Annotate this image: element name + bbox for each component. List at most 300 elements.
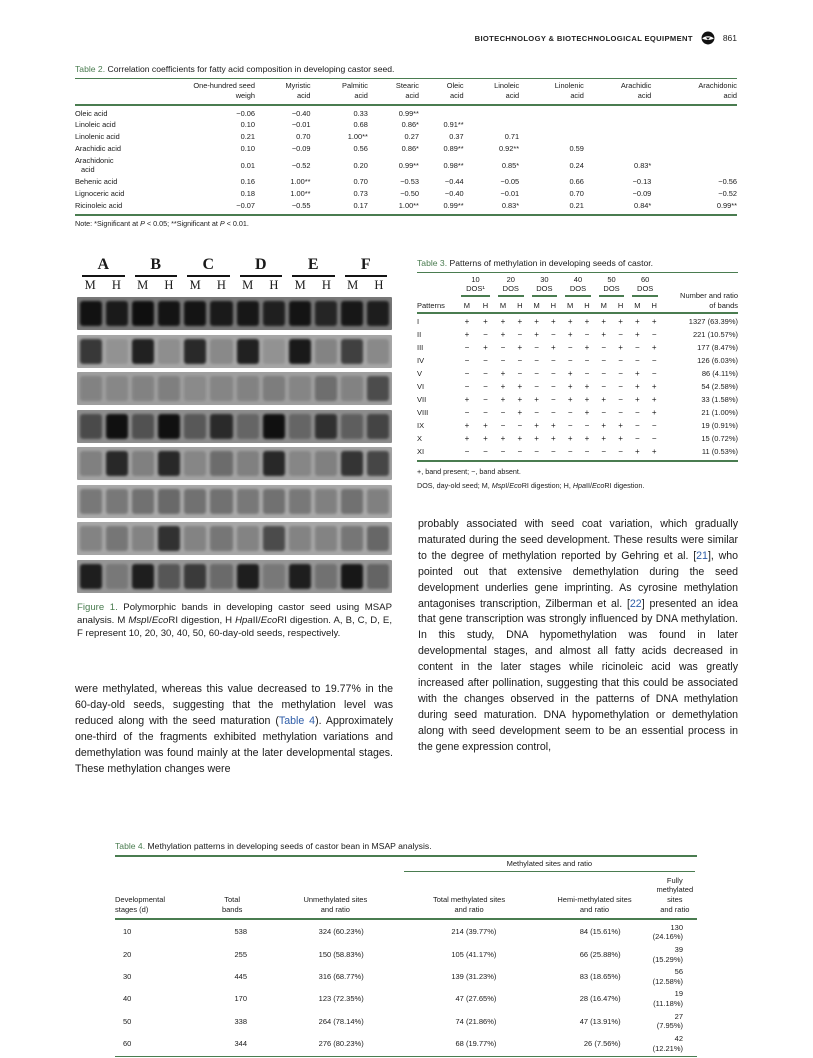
value-cell bbox=[651, 105, 737, 120]
band-sign-cell: + bbox=[534, 329, 539, 339]
band-count-cell: 54 (2.58%) bbox=[701, 382, 738, 392]
ref-link[interactable]: Table 4 bbox=[278, 714, 316, 727]
band-sign-cell: + bbox=[464, 420, 470, 430]
gel-strip bbox=[77, 335, 392, 368]
band-sign-cell: − bbox=[464, 368, 470, 378]
value-cell: 0.91** bbox=[443, 120, 464, 130]
column-header: Stearic acid bbox=[368, 79, 419, 105]
value-cell: −0.09 bbox=[632, 189, 652, 199]
value-cell: 139 (31.23%) bbox=[451, 972, 497, 981]
table3-label: Table 3. bbox=[417, 258, 448, 268]
band-sign-cell: − bbox=[483, 368, 488, 378]
band-sign-cell: + bbox=[634, 446, 640, 456]
gel-band bbox=[341, 376, 363, 401]
gel-lane-label: H bbox=[321, 278, 331, 293]
value-cell: 1.00** bbox=[290, 189, 311, 199]
gel-band bbox=[132, 339, 154, 364]
gel-lane bbox=[132, 412, 154, 441]
ref-link[interactable]: 21 bbox=[696, 549, 708, 562]
text-segment: Eco bbox=[592, 481, 605, 491]
value-cell bbox=[464, 105, 520, 120]
band-sign-cell: + bbox=[567, 368, 573, 378]
band-sign-cell: + bbox=[534, 433, 539, 443]
gel-band bbox=[184, 564, 206, 589]
band-sign-cell: − bbox=[634, 407, 640, 417]
gel-group-label: A bbox=[77, 257, 130, 277]
column-header: Oleic acid bbox=[419, 79, 464, 105]
value-cell: 123 (72.35%) bbox=[318, 994, 364, 1004]
table4-caption bbox=[115, 841, 697, 851]
gel-group-label: D bbox=[235, 257, 288, 277]
gel-lane bbox=[80, 562, 102, 591]
value-cell: −0.55 bbox=[291, 200, 311, 210]
band-sign-cell: − bbox=[567, 355, 573, 365]
table-row bbox=[115, 919, 697, 944]
value-cell: 83 (18.65%) bbox=[579, 972, 621, 981]
gel-band bbox=[184, 414, 206, 439]
digestion-column-header: H bbox=[613, 299, 629, 313]
spacer-empty bbox=[115, 856, 402, 873]
gel-lane bbox=[263, 487, 285, 516]
column-header: Palmitic acid bbox=[311, 79, 368, 105]
pattern-label: III bbox=[417, 343, 424, 353]
band-sign-cell: − bbox=[651, 433, 657, 443]
table3-footnote-2 bbox=[417, 480, 738, 491]
gel-lane bbox=[80, 412, 102, 441]
value-cell: 0.59 bbox=[569, 144, 584, 153]
gel-lane bbox=[367, 524, 389, 553]
gel-band bbox=[80, 526, 102, 551]
value-cell: −0.53 bbox=[400, 177, 419, 187]
column-header: Linolenic acid bbox=[519, 79, 584, 105]
gel-band bbox=[106, 451, 128, 476]
band-sign-cell: + bbox=[651, 394, 657, 404]
value-cell: 0.70 bbox=[296, 132, 311, 142]
band-sign-cell: + bbox=[483, 316, 488, 326]
gel-band bbox=[289, 376, 311, 401]
table-row bbox=[417, 394, 738, 407]
band-sign-cell: − bbox=[517, 355, 523, 365]
gel-band bbox=[210, 451, 232, 476]
gel-lane bbox=[315, 449, 337, 478]
gel-lane bbox=[341, 449, 363, 478]
band-sign-cell: + bbox=[464, 316, 470, 326]
gel-band bbox=[132, 414, 154, 439]
dos-group-header bbox=[561, 273, 595, 299]
table4-title: Methylation patterns in developing seeds of castor bean in MSAP analysis. bbox=[147, 841, 432, 851]
band-sign-cell: + bbox=[483, 342, 488, 352]
value-cell bbox=[419, 105, 464, 120]
row-label: Arachidic acid bbox=[75, 144, 122, 153]
gel-band bbox=[367, 489, 389, 514]
gel-band bbox=[341, 414, 363, 439]
band-count-cell: 221 (10.57%) bbox=[692, 330, 738, 340]
value-cell: 66 (25.88%) bbox=[579, 949, 621, 959]
gel-band bbox=[237, 564, 259, 589]
gel-band bbox=[289, 414, 311, 439]
gel-band bbox=[263, 451, 285, 476]
band-sign-cell: − bbox=[601, 342, 607, 352]
gel-band bbox=[263, 489, 285, 514]
value-cell bbox=[584, 105, 651, 120]
digestion-column-header: H bbox=[646, 299, 662, 313]
text-segment: < 0.01. bbox=[224, 219, 249, 228]
digestion-column-header: M bbox=[628, 299, 646, 313]
gel-lane-label: M bbox=[294, 278, 306, 293]
gel-band bbox=[80, 414, 102, 439]
gel-lane bbox=[132, 449, 154, 478]
gel-band bbox=[341, 489, 363, 514]
table-row bbox=[75, 176, 737, 188]
table2-note bbox=[75, 219, 737, 228]
table-row bbox=[115, 1033, 697, 1057]
gel-band bbox=[210, 526, 232, 551]
band-sign-cell: − bbox=[584, 446, 590, 456]
gel-lane bbox=[80, 299, 102, 328]
methylated-sites-span-header bbox=[402, 856, 697, 873]
page-number: 861 bbox=[722, 33, 737, 43]
gel-lane-label: H bbox=[374, 278, 384, 293]
value-cell: 276 (80.23%) bbox=[318, 1038, 364, 1048]
value-cell bbox=[651, 155, 737, 176]
gel-lane bbox=[106, 374, 128, 403]
text-segment: I/ bbox=[146, 615, 152, 627]
band-sign-cell: − bbox=[551, 394, 556, 404]
band-sign-cell: + bbox=[483, 433, 488, 443]
gel-lane-label: M bbox=[347, 278, 359, 293]
column-header: Hemi-methylated sites and ratio bbox=[536, 874, 652, 919]
gel-lane bbox=[341, 487, 363, 516]
column-header: Total methylated sites and ratio bbox=[402, 874, 537, 919]
value-cell: 0.66 bbox=[569, 177, 584, 187]
gel-lane bbox=[184, 449, 206, 478]
gel-band bbox=[158, 451, 180, 476]
table3-title: Patterns of methylation in developing seeds of castor. bbox=[449, 258, 654, 268]
publisher-globe-logo-icon bbox=[701, 31, 715, 45]
digestion-column-header: H bbox=[546, 299, 562, 313]
gel-band bbox=[106, 526, 128, 551]
band-sign-cell: − bbox=[618, 446, 623, 456]
band-sign-cell: + bbox=[584, 342, 590, 352]
band-sign-cell: + bbox=[634, 329, 640, 339]
gel-lane bbox=[341, 337, 363, 366]
band-sign-cell: + bbox=[500, 329, 506, 339]
gel-lane bbox=[210, 487, 232, 516]
table-row bbox=[115, 966, 697, 988]
gel-lane bbox=[237, 524, 259, 553]
table4-label: Table 4. bbox=[115, 841, 146, 851]
gel-lane bbox=[184, 412, 206, 441]
band-sign-cell: − bbox=[567, 420, 573, 430]
gel-lane bbox=[80, 337, 102, 366]
gel-band bbox=[132, 451, 154, 476]
gel-lane bbox=[315, 299, 337, 328]
gel-band bbox=[158, 526, 180, 551]
band-sign-cell: − bbox=[534, 407, 539, 417]
value-cell: −0.01 bbox=[291, 120, 311, 130]
count-column-header: Number and ratio of bands bbox=[662, 273, 738, 313]
gel-group-label: E bbox=[287, 257, 340, 277]
gel-lane bbox=[289, 337, 311, 366]
band-sign-cell: + bbox=[634, 368, 640, 378]
gel-lane bbox=[132, 374, 154, 403]
gel-band bbox=[132, 376, 154, 401]
gel-band bbox=[132, 564, 154, 589]
gel-band bbox=[315, 526, 337, 551]
digestion-column-header: M bbox=[457, 299, 477, 313]
gel-band bbox=[210, 301, 232, 326]
pattern-label: I bbox=[417, 317, 420, 327]
text-segment: Polymorphic bands in developing castor seed using MSAP analysis. M bbox=[77, 601, 392, 627]
gel-lane bbox=[367, 374, 389, 403]
table3-grid bbox=[417, 272, 738, 462]
text-segment: ). Approximately one-third of the fragments exhibited methylation variations and demethylation was found mainly at the later developmental stages. These methylation changes were bbox=[75, 714, 393, 775]
value-cell: 150 (58.83%) bbox=[318, 949, 364, 959]
band-sign-cell: − bbox=[567, 407, 573, 417]
band-sign-cell: − bbox=[534, 355, 539, 365]
digestion-column-header: M bbox=[561, 299, 579, 313]
value-cell: −0.06 bbox=[236, 108, 255, 118]
text-segment: RI digestion. A, B, C, D, E, F represent 10, 20, 30, 40, 50, 60-day-old seeds, respectively. bbox=[77, 615, 392, 640]
gel-group-underline bbox=[292, 275, 335, 277]
gel-lane bbox=[184, 562, 206, 591]
band-sign-cell: − bbox=[483, 446, 488, 456]
gel-lane-label: H bbox=[164, 278, 174, 293]
band-sign-cell: − bbox=[651, 420, 657, 430]
gel-lane bbox=[132, 337, 154, 366]
band-sign-cell: − bbox=[464, 446, 470, 456]
gel-lane bbox=[210, 299, 232, 328]
gel-lane bbox=[158, 562, 180, 591]
band-sign-cell: + bbox=[517, 381, 523, 391]
text-segment: Hpa bbox=[235, 615, 253, 627]
value-cell: 0.86* bbox=[401, 120, 419, 130]
table4-section bbox=[115, 841, 697, 1058]
gel-lane bbox=[106, 337, 128, 366]
gel-lane bbox=[106, 524, 128, 553]
value-cell: 0.70 bbox=[569, 189, 584, 199]
gel-lane bbox=[210, 562, 232, 591]
value-cell: 130 (24.16%) bbox=[652, 922, 684, 942]
band-sign-cell: − bbox=[551, 381, 556, 391]
gel-lane bbox=[132, 487, 154, 516]
band-sign-cell: − bbox=[651, 368, 657, 378]
value-cell: 0.86* bbox=[401, 144, 419, 153]
text-segment: ] presented an idea that gene transcription was strongly influenced by DNA methylation. In this study, DNA hypomethylation was found in later developmental stages, and almost all fatty acids decreased in content in the later stages while ricinoleic acid was greatly increased after pollination, suggesting that this could be associated with the changes observed in the patterns of DNA methylation during seed maturation. DNA hypomethylation or demethylation along with seed development seem to be an essential process in the gene expression control, bbox=[418, 597, 738, 753]
band-sign-cell: + bbox=[567, 433, 573, 443]
value-cell: 0.99** bbox=[716, 200, 737, 210]
value-cell: 0.99** bbox=[443, 200, 464, 210]
band-count-cell: 11 (0.53%) bbox=[701, 447, 738, 457]
gel-lane bbox=[289, 487, 311, 516]
band-sign-cell: + bbox=[517, 433, 523, 443]
table-row bbox=[417, 381, 738, 394]
gel-band bbox=[80, 376, 102, 401]
band-sign-cell: − bbox=[517, 329, 523, 339]
band-sign-cell: + bbox=[634, 394, 640, 404]
value-cell: 324 (60.23%) bbox=[318, 927, 364, 937]
column-header: Myristic acid bbox=[255, 79, 311, 105]
gel-band bbox=[106, 301, 128, 326]
gel-band bbox=[80, 564, 102, 589]
gel-band bbox=[158, 376, 180, 401]
value-cell: 445 bbox=[234, 972, 247, 981]
band-sign-cell: − bbox=[483, 329, 488, 339]
table-row bbox=[417, 445, 738, 461]
gel-band bbox=[106, 489, 128, 514]
band-sign-cell: − bbox=[618, 329, 623, 339]
gel-lane bbox=[184, 487, 206, 516]
band-sign-cell: + bbox=[567, 316, 573, 326]
gel-lane bbox=[263, 524, 285, 553]
dos-group-header bbox=[628, 273, 662, 299]
value-cell bbox=[584, 131, 651, 143]
gel-lane bbox=[315, 374, 337, 403]
gel-band bbox=[367, 564, 389, 589]
band-sign-cell: + bbox=[618, 316, 623, 326]
gel-lane bbox=[263, 299, 285, 328]
methylated-sites-underline: Methylated sites and ratio bbox=[404, 859, 695, 871]
band-sign-cell: + bbox=[601, 316, 607, 326]
value-cell: −0.13 bbox=[632, 177, 652, 187]
gel-lane bbox=[80, 374, 102, 403]
digestion-column-header: M bbox=[595, 299, 613, 313]
table-row bbox=[75, 105, 737, 120]
gel-lane bbox=[132, 562, 154, 591]
text-segment: were methylated, whereas this value decreased to 19.77% in the 60-day-old seeds, suggesting that the methylation level was reduced along with the seed maturation ( bbox=[75, 683, 393, 727]
band-sign-cell: + bbox=[464, 394, 470, 404]
band-sign-cell: − bbox=[584, 420, 590, 430]
band-sign-cell: + bbox=[567, 394, 573, 404]
band-sign-cell: + bbox=[601, 329, 607, 339]
band-sign-cell: + bbox=[634, 381, 640, 391]
gel-band bbox=[315, 414, 337, 439]
gel-band bbox=[367, 451, 389, 476]
gel-band bbox=[106, 564, 128, 589]
dos-group-underline: 10 DOS¹ bbox=[461, 275, 490, 297]
value-cell: 316 (68.77%) bbox=[318, 972, 364, 981]
value-cell: 0.10 bbox=[240, 120, 255, 130]
body-paragraph-left bbox=[75, 682, 393, 777]
pattern-label: IV bbox=[417, 356, 425, 366]
gel-band bbox=[289, 339, 311, 364]
value-cell: 0.68 bbox=[353, 120, 368, 130]
band-sign-cell: + bbox=[584, 433, 590, 443]
patterns-column-header: Patterns bbox=[417, 299, 457, 313]
gel-band bbox=[132, 301, 154, 326]
value-cell: 40 bbox=[123, 994, 132, 1004]
value-cell: 0.33 bbox=[353, 108, 368, 118]
gel-lane bbox=[210, 412, 232, 441]
value-cell: 28 (16.47%) bbox=[579, 994, 621, 1004]
band-sign-cell: − bbox=[618, 394, 623, 404]
pattern-label: XI bbox=[417, 447, 425, 457]
gel-lane bbox=[132, 299, 154, 328]
gel-image bbox=[77, 297, 392, 593]
band-sign-cell: + bbox=[517, 394, 523, 404]
dos-group-header bbox=[595, 273, 629, 299]
band-sign-cell: + bbox=[651, 316, 657, 326]
gel-lane bbox=[210, 449, 232, 478]
gel-group-label: B bbox=[130, 257, 183, 277]
gel-lane bbox=[289, 299, 311, 328]
gel-group-underline bbox=[82, 275, 125, 277]
value-cell: −0.50 bbox=[400, 189, 419, 199]
dos-group-underline: 60 DOS bbox=[632, 275, 658, 297]
ref-link[interactable]: 22 bbox=[629, 597, 642, 610]
gel-lane bbox=[341, 299, 363, 328]
gel-lane bbox=[184, 299, 206, 328]
band-sign-cell: − bbox=[534, 342, 539, 352]
value-cell bbox=[464, 119, 520, 131]
gel-lane bbox=[237, 337, 259, 366]
band-sign-cell: + bbox=[464, 433, 470, 443]
text-segment: Eco bbox=[260, 615, 278, 627]
value-cell bbox=[651, 119, 737, 131]
gel-band bbox=[289, 526, 311, 551]
gel-lane-label: H bbox=[269, 278, 279, 293]
dos-group-underline: 20 DOS bbox=[498, 275, 524, 297]
gel-band bbox=[80, 339, 102, 364]
gel-lane bbox=[315, 337, 337, 366]
gel-lane bbox=[289, 562, 311, 591]
gel-band bbox=[237, 376, 259, 401]
column-header: Fully methylated sites and ratio bbox=[653, 874, 697, 919]
value-cell: 39 (15.29%) bbox=[652, 944, 684, 964]
gel-lane bbox=[289, 374, 311, 403]
gel-group-underline bbox=[240, 275, 283, 277]
dos-group-underline: 40 DOS bbox=[565, 275, 591, 297]
table2-section bbox=[75, 64, 737, 228]
table-row bbox=[75, 131, 737, 143]
value-cell: 27 (7.95%) bbox=[656, 1011, 683, 1031]
table2-title: Correlation coefficients for fatty acid composition in developing castor seed. bbox=[107, 64, 395, 74]
gel-lane bbox=[237, 562, 259, 591]
gel-lane bbox=[184, 337, 206, 366]
table3-caption bbox=[417, 258, 738, 268]
band-sign-cell: + bbox=[551, 342, 556, 352]
value-cell: 1.00** bbox=[290, 177, 311, 187]
gel-lane bbox=[210, 337, 232, 366]
gel-lane bbox=[184, 524, 206, 553]
pattern-label: X bbox=[417, 434, 423, 444]
band-sign-cell: + bbox=[500, 316, 506, 326]
gel-band bbox=[237, 451, 259, 476]
band-sign-cell: + bbox=[618, 433, 623, 443]
gel-band bbox=[210, 414, 232, 439]
table-row bbox=[75, 119, 737, 131]
band-count-cell: 21 (1.00%) bbox=[701, 408, 738, 418]
band-sign-cell: − bbox=[551, 368, 556, 378]
value-cell: 344 bbox=[234, 1038, 247, 1048]
gel-band bbox=[184, 301, 206, 326]
gel-band bbox=[184, 526, 206, 551]
value-cell: 20 bbox=[123, 949, 132, 959]
gel-band bbox=[315, 489, 337, 514]
gel-lane bbox=[315, 412, 337, 441]
figure1-section bbox=[77, 257, 392, 641]
gel-band bbox=[210, 564, 232, 589]
gel-lane bbox=[289, 524, 311, 553]
gel-band bbox=[289, 564, 311, 589]
gel-band bbox=[263, 526, 285, 551]
gel-lane bbox=[237, 299, 259, 328]
gel-lane bbox=[263, 374, 285, 403]
value-cell: 19 (11.18%) bbox=[653, 989, 683, 1009]
gel-lane bbox=[341, 374, 363, 403]
digestion-column-header: M bbox=[494, 299, 512, 313]
band-sign-cell: + bbox=[618, 342, 623, 352]
